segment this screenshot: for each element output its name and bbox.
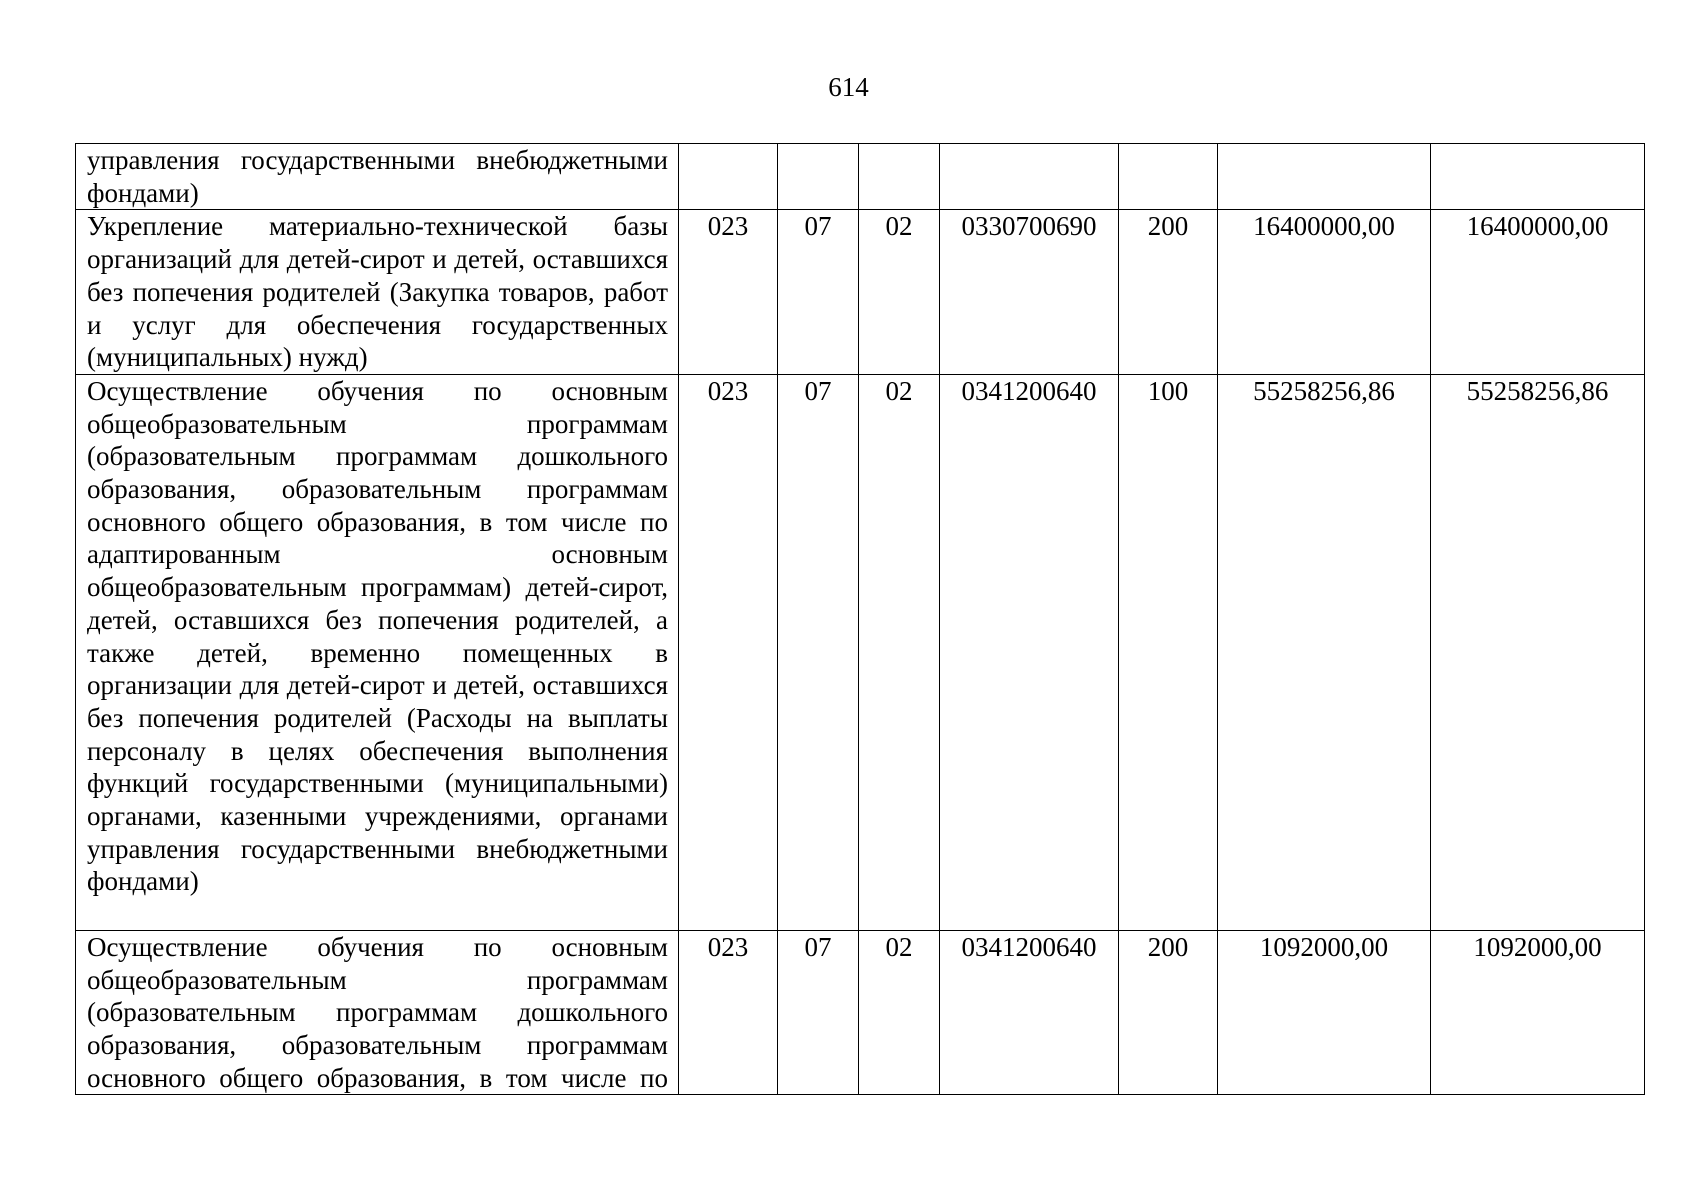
amount-1-cell: 16400000,00 bbox=[1218, 210, 1431, 375]
expense-type-cell: 200 bbox=[1119, 210, 1218, 375]
section-code-cell bbox=[778, 144, 859, 210]
section-code-cell: 07 bbox=[778, 930, 859, 1095]
row-description-cell bbox=[76, 210, 679, 375]
amount-2-cell: 1092000,00 bbox=[1431, 930, 1645, 1095]
ministry-code-cell bbox=[679, 144, 778, 210]
table-row bbox=[76, 930, 1645, 1095]
target-article-cell: 0330700690 bbox=[940, 210, 1119, 375]
amount-1-cell bbox=[1218, 144, 1431, 210]
target-article-cell bbox=[940, 144, 1119, 210]
subsection-code-cell: 02 bbox=[859, 930, 940, 1095]
target-article-cell: 0341200640 bbox=[940, 374, 1119, 930]
subsection-code-cell bbox=[859, 144, 940, 210]
row-description-cell bbox=[76, 374, 679, 930]
subsection-code-cell: 02 bbox=[859, 374, 940, 930]
ministry-code-cell: 023 bbox=[679, 374, 778, 930]
expense-type-cell: 200 bbox=[1119, 930, 1218, 1095]
row-description: управления государственными внебюджетными фондами) bbox=[87, 145, 668, 208]
table-row bbox=[76, 144, 1645, 210]
table-row bbox=[76, 210, 1645, 375]
page-number: 614 bbox=[828, 72, 869, 102]
amount-2-cell: 16400000,00 bbox=[1431, 210, 1645, 375]
subsection-code-cell: 02 bbox=[859, 210, 940, 375]
ministry-code-cell: 023 bbox=[679, 930, 778, 1095]
table-row bbox=[76, 374, 1645, 930]
section-code-cell: 07 bbox=[778, 210, 859, 375]
row-description: Осуществление обучения по основным общеобразовательным программам (образовательным программам дошкольного образования, образовательным программам основного общего образования, в том числе по bbox=[87, 931, 668, 1093]
ministry-code-cell: 023 bbox=[679, 210, 778, 375]
amount-1-cell: 55258256,86 bbox=[1218, 374, 1431, 930]
row-description: Осуществление обучения по основным общеобразовательным программам (образовательным программам дошкольного образования, образовательным программам основного общего образования, в том числе по адаптированным основным общеобразовательным программам) детей-сирот, детей, оставшихся без попечения родителей, а также детей, временно помещенных в организации для детей-сирот и детей, оставшихся без попечения родителей (Расходы на выплаты персоналу в целях обеспечения выполнения функций государственными (муниципальными) органами, казенными учреждениями, органами управления государственными внебюджетными фондами) bbox=[87, 375, 668, 897]
row-description: Укрепление материально-технической базы организаций для детей-сирот и детей, оставшихся без попечения родителей (Закупка товаров, работ и услуг для обеспечения государственных (муниципальных) нужд) bbox=[87, 211, 668, 373]
expense-type-cell bbox=[1119, 144, 1218, 210]
row-description-cell bbox=[76, 144, 679, 210]
section-code-cell: 07 bbox=[778, 374, 859, 930]
budget-table bbox=[75, 143, 1645, 1095]
amount-2-cell bbox=[1431, 144, 1645, 210]
expense-type-cell: 100 bbox=[1119, 374, 1218, 930]
amount-2-cell: 55258256,86 bbox=[1431, 374, 1645, 930]
row-description-cell bbox=[76, 930, 679, 1095]
target-article-cell: 0341200640 bbox=[940, 930, 1119, 1095]
amount-1-cell: 1092000,00 bbox=[1218, 930, 1431, 1095]
